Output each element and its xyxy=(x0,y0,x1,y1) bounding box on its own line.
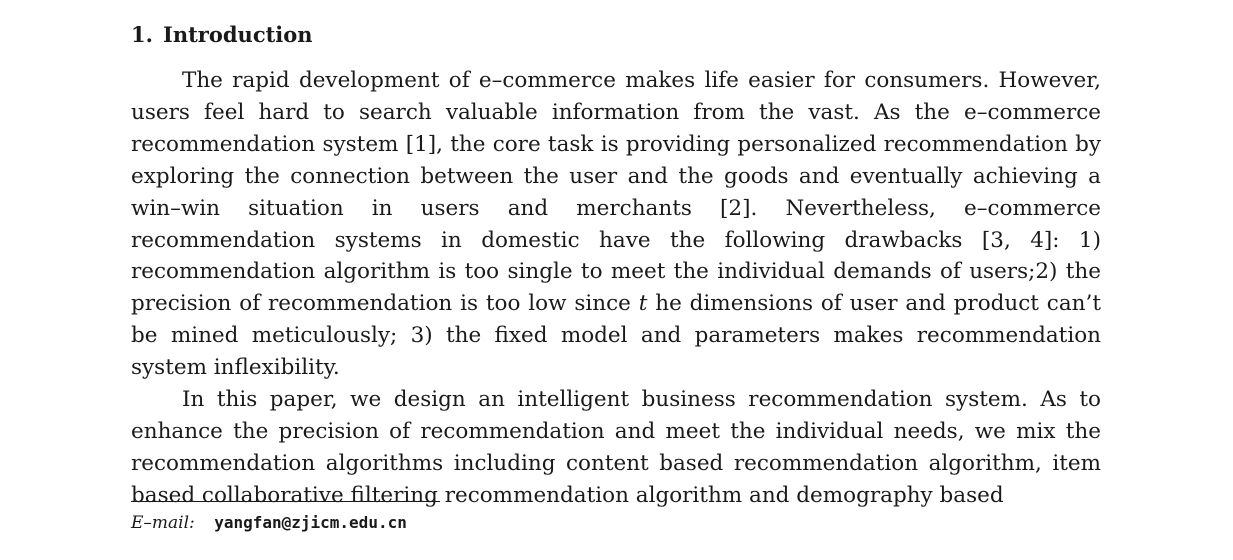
section-number: 1. xyxy=(131,22,153,47)
paragraph-1 xyxy=(131,65,1101,384)
footnote xyxy=(131,511,407,535)
paragraph-2: In this paper, we design an intelligent business recommendation system. As to enhance the precision of recommendation and meet the individual needs, we mix the recommendation algorithms including content based recommendation algorithm, item based collaborative filtering recommendation algorithm and demography based xyxy=(131,387,1101,508)
paper-body xyxy=(131,18,1101,512)
section-title: Introduction xyxy=(163,22,313,47)
email-address: yangfan@zjicm.edu.cn xyxy=(214,513,407,532)
section-heading xyxy=(131,18,1101,52)
paragraph-1-italic-t: t xyxy=(638,291,648,317)
paragraph-1-text-b: he dimensions of user and product can’t be mined meticulously; 3) the fixed model and parameters makes recommendation system inflexibility. xyxy=(131,291,1101,381)
paragraph-1-text-a: The rapid development of e–commerce makes life easier for consumers. However, users feel hard to search valuable information from the vast. As the e–commerce recommendation system [1], the core task is providing personalized recommendation by exploring the connection between the user and the goods and eventually achieving a win–win situation in users and merchants [2]. Nevertheless, e–commerce recommendation systems in domestic have the following drawbacks [3, 4]: 1) recommendation algorithm is too single to meet the individual demands of users;2) the precision of recommendation is too low since xyxy=(131,68,1101,317)
footnote-divider xyxy=(131,501,440,502)
email-label: E–mail: xyxy=(131,513,195,533)
